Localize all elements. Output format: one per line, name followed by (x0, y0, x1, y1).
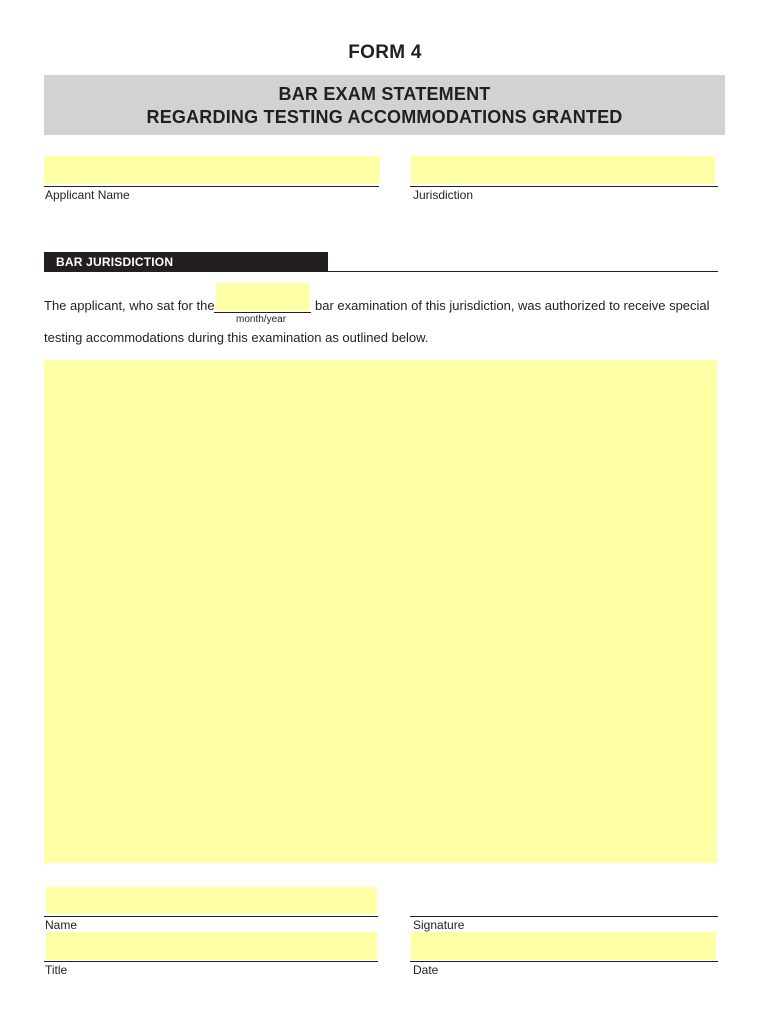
title-box (44, 75, 725, 135)
form-title-line-1: BAR EXAM STATEMENT (278, 84, 491, 104)
date-label: Date (413, 963, 439, 977)
signature-label: Signature (413, 918, 465, 932)
form-number: FORM 4 (348, 42, 422, 63)
statement-part-2: bar examination of this jurisdiction, was authorized to receive special (315, 298, 710, 313)
applicant-name-label: Applicant Name (45, 188, 130, 202)
title-label: Title (45, 963, 68, 977)
form-title-line-2: REGARDING TESTING ACCOMMODATIONS GRANTED (146, 107, 623, 127)
jurisdiction-rule (410, 186, 718, 187)
statement-part-3: testing accommodations during this examination as outlined below. (44, 330, 429, 345)
title-rule (44, 961, 378, 962)
signature-rule (410, 916, 718, 917)
name-rule (44, 916, 378, 917)
name-field[interactable] (46, 887, 377, 914)
date-rule (410, 961, 718, 962)
applicant-name-field[interactable] (44, 156, 380, 184)
accommodations-textarea[interactable] (44, 360, 717, 863)
name-label: Name (45, 918, 78, 932)
exam-date-field[interactable] (216, 283, 310, 311)
date-field[interactable] (411, 932, 716, 960)
applicant-name-rule (44, 186, 379, 187)
jurisdiction-label: Jurisdiction (413, 188, 474, 202)
section-heading-bar-jurisdiction: BAR JURISDICTION (44, 252, 328, 272)
exam-date-caption: month/year (236, 314, 287, 325)
jurisdiction-field[interactable] (411, 156, 715, 184)
statement-part-1: The applicant, who sat for the (44, 298, 215, 313)
title-field[interactable] (46, 932, 377, 960)
section-heading-rule (328, 271, 718, 272)
exam-date-rule (214, 312, 311, 313)
